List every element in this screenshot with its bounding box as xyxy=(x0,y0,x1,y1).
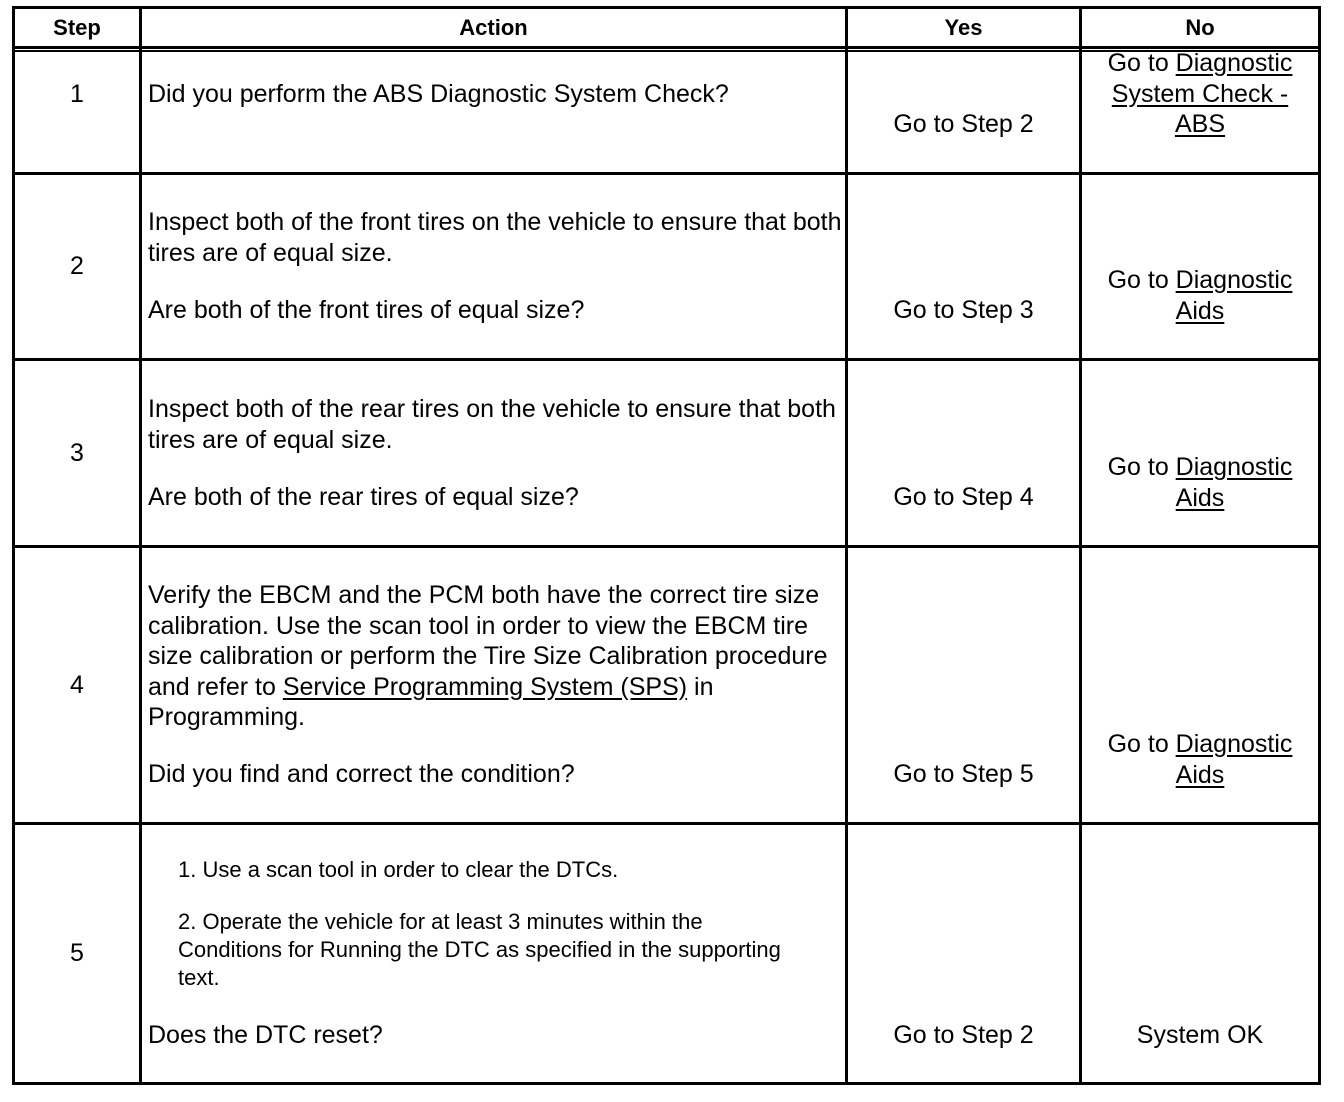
header-action: Action xyxy=(459,15,528,40)
column-divider xyxy=(139,6,142,1085)
header-yes: Yes xyxy=(944,15,983,40)
table-bottom-border xyxy=(12,1082,1321,1085)
service-programming-system-link[interactable]: Service Programming System (SPS) xyxy=(282,672,688,701)
action-text: Inspect both of the front tires on the vehicle to ensure that both tires are of equal size. xyxy=(148,208,842,267)
step-number: 5 xyxy=(70,939,84,967)
no-prefix: Go to xyxy=(1107,453,1176,481)
table-top-border xyxy=(12,6,1321,9)
no-result xyxy=(1094,452,1306,513)
action-text: Inspect both of the rear tires on the vehicle to ensure that both tires are of equal size. xyxy=(148,395,836,454)
action-question: Are both of the front tires of equal size? xyxy=(148,296,585,324)
step-number: 2 xyxy=(70,252,84,280)
step-number: 1 xyxy=(70,80,84,108)
action-question: Does the DTC reset? xyxy=(148,1021,383,1049)
table-left-border xyxy=(12,6,15,1085)
column-divider xyxy=(845,6,848,1085)
diagnostic-aids-link[interactable]: Diagnostic Aids xyxy=(1175,266,1293,325)
list-item: 2. Operate the vehicle for at least 3 minutes within the Conditions for Running the DTC as specified in the supporting text. xyxy=(178,909,781,990)
yes-result: Go to Step 2 xyxy=(893,110,1034,138)
yes-result: Go to Step 4 xyxy=(893,483,1034,511)
row-divider xyxy=(12,545,1321,548)
no-result: System OK xyxy=(1136,1021,1264,1049)
diagnostic-system-check-link[interactable]: Diagnostic System Check - ABS xyxy=(1111,49,1293,138)
no-result xyxy=(1094,265,1306,326)
list-item: 1. Use a scan tool in order to clear the DTCs. xyxy=(178,857,619,882)
column-divider xyxy=(1079,6,1082,1085)
row-divider xyxy=(12,822,1321,825)
step-number: 3 xyxy=(70,439,84,467)
yes-result: Go to Step 5 xyxy=(893,760,1034,788)
diagnostic-aids-link[interactable]: Diagnostic Aids xyxy=(1175,453,1293,512)
no-prefix: Go to xyxy=(1107,266,1176,294)
header-no: No xyxy=(1185,15,1215,40)
action-question: Did you perform the ABS Diagnostic System Check? xyxy=(148,80,729,108)
no-prefix: Go to xyxy=(1107,730,1176,758)
yes-result: Go to Step 3 xyxy=(893,296,1034,324)
action-question: Did you find and correct the condition? xyxy=(148,760,575,788)
header-step: Step xyxy=(53,15,101,40)
no-result xyxy=(1094,48,1306,140)
table-right-border xyxy=(1318,6,1321,1085)
action-text xyxy=(148,580,828,733)
action-text-before: Verify the EBCM and the PCM both have the correct tire size calibration. Use the scan tool in order to view the EBCM tire size calibration or perform the Tire Size Calibration procedure and refer to xyxy=(148,581,828,701)
no-prefix: Go to xyxy=(1107,49,1176,77)
action-question: Are both of the rear tires of equal size? xyxy=(148,483,579,511)
row-divider xyxy=(12,172,1321,175)
diagnostic-aids-link[interactable]: Diagnostic Aids xyxy=(1175,730,1293,789)
yes-result: Go to Step 2 xyxy=(893,1021,1034,1049)
row-divider xyxy=(12,358,1321,361)
action-text-after: in Programming. xyxy=(148,672,714,731)
no-result xyxy=(1094,729,1306,790)
step-number: 4 xyxy=(70,671,84,699)
